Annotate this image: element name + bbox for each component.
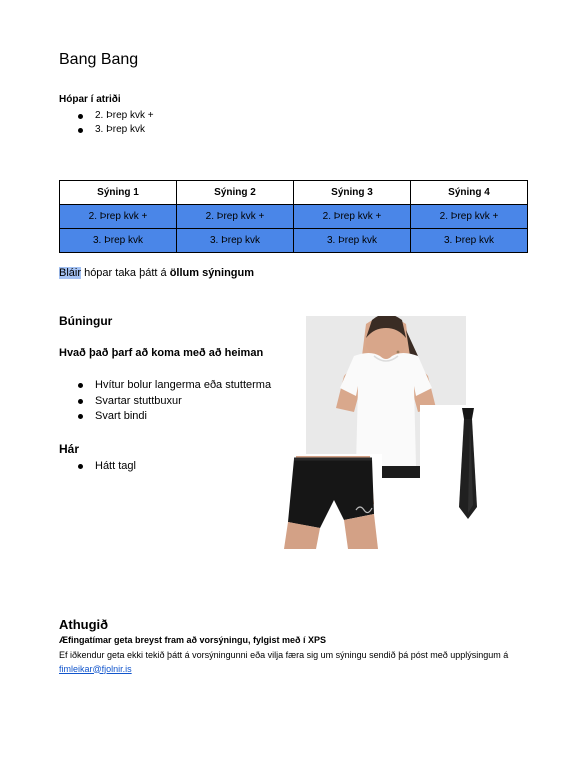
note-bold-text: öllum sýningum: [169, 267, 255, 279]
participation-note: [59, 267, 254, 279]
hair-list: [59, 458, 136, 474]
table-cell: 2. Þrep kvk +: [60, 205, 177, 229]
hair-heading: Hár: [59, 442, 80, 456]
highlighted-word: Bláir: [59, 267, 82, 279]
athugid-text: Ef iðkendur geta ekki tekið þátt á vorsýningunni eða vilja færa sig um sýningu sendið þá póst með upplýsingum á: [59, 650, 509, 660]
bring-heading: Hvað það þarf að koma með að heiman: [59, 347, 264, 359]
bring-list: [59, 378, 271, 425]
athugid-bold-line: Æfingatímar geta breyst fram að vorsýningu, fylgist með í XPS: [59, 635, 327, 645]
table-cell: 3. Þrep kvk: [177, 229, 294, 253]
groups-heading: Hópar í atriði: [59, 94, 121, 105]
table-cell: 2. Þrep kvk +: [411, 205, 528, 229]
groups-list: [59, 109, 154, 137]
list-item: Svart bindi: [59, 409, 271, 425]
table-header-cell: Sýning 4: [411, 181, 528, 205]
athugid-heading: Athugið: [59, 617, 109, 632]
list-item: Hvítur bolur langerma eða stutterma: [59, 378, 271, 394]
black-shorts-photo: [274, 454, 382, 549]
black-tie-photo: [420, 405, 514, 522]
table-cell: 3. Þrep kvk: [294, 229, 411, 253]
list-item: Svartar stuttbuxur: [59, 394, 271, 410]
note-text: hópar taka þátt á: [81, 267, 170, 279]
costume-heading: Búningur: [59, 314, 113, 328]
table-row: [60, 205, 528, 229]
table-cell: 3. Þrep kvk: [60, 229, 177, 253]
table-cell: 3. Þrep kvk: [411, 229, 528, 253]
athugid-paragraph: [59, 649, 509, 676]
shows-table: [59, 180, 528, 253]
table-cell: 2. Þrep kvk +: [177, 205, 294, 229]
page-title: Bang Bang: [59, 51, 139, 68]
table-header-cell: Sýning 2: [177, 181, 294, 205]
list-item: Hátt tagl: [59, 458, 136, 474]
table-header-row: [60, 181, 528, 205]
table-row: [60, 229, 528, 253]
table-header-cell: Sýning 3: [294, 181, 411, 205]
email-link[interactable]: fimleikar@fjolnir.is: [59, 663, 132, 674]
table-cell: 2. Þrep kvk +: [294, 205, 411, 229]
list-item: 3. Þrep kvk: [59, 123, 154, 137]
table-header-cell: Sýning 1: [60, 181, 177, 205]
list-item: 2. Þrep kvk +: [59, 109, 154, 123]
